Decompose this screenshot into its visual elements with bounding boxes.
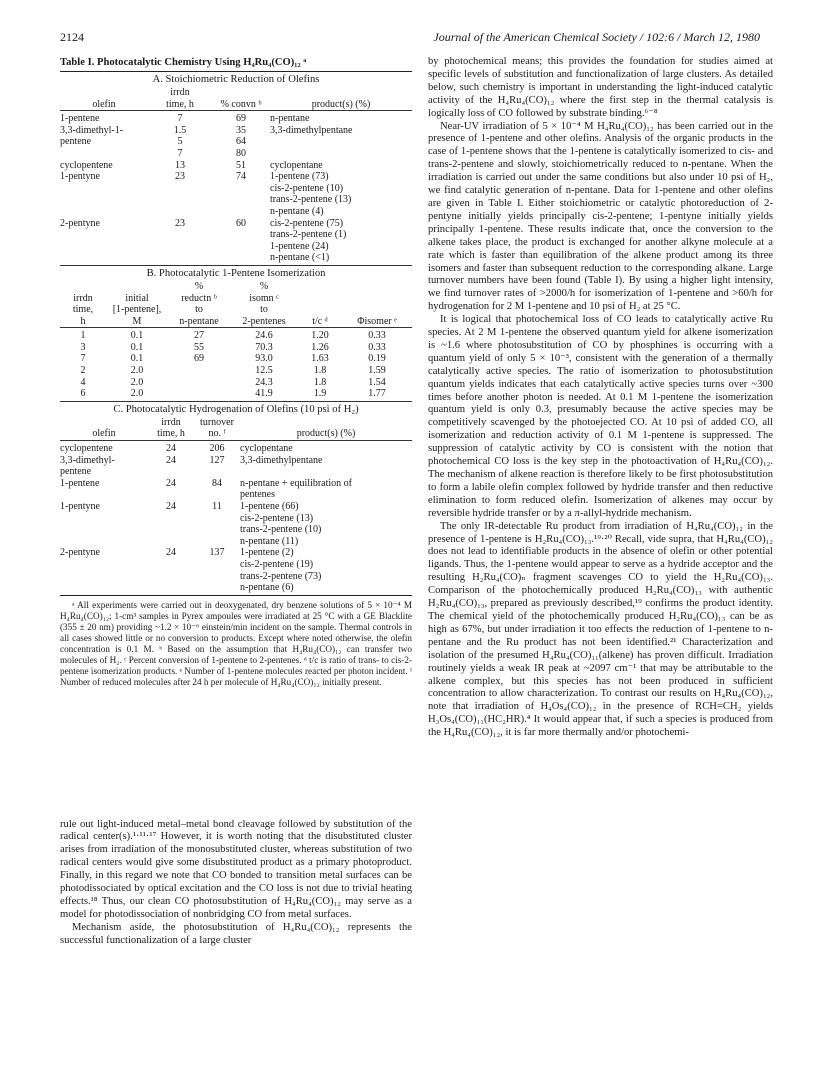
table-bottom-rule	[60, 595, 412, 596]
table-cell: 3,3-dimethyl-	[60, 454, 115, 466]
table-row	[60, 218, 412, 230]
table-cell	[212, 194, 270, 206]
table-cell: cyclopentane	[240, 443, 293, 455]
table-cell: trans-2-pentene (73)	[240, 570, 322, 582]
table-cell	[194, 571, 240, 583]
footnote-text: ᵃ All experiments were carried out in deoxygenated, dry benzene solutions of 5 × 10⁻⁴ M H₄Ru₄(CO)₁₂; 1-cm³ samples in Pyrex ampoules were irradiated at 25 °C with a GE Blacklite (355 ± 20 nm) providing ~1.2 × 10⁻⁶ einstein/min incident on the sample. Thermal controls in all cases showed little or no conversion to products. Except where noted otherwise, the olefin concentration is 0.1 M. ᵇ Based on the assumption that H₄Ru₄(CO)₁₂ can transfer two molecules of H₂. ᶜ Percent conversion of 1-pentene to 2-pentenes. ᵈ t/c is ratio of trans- to cis-2-pentene isomerization products. ᵉ Number of 1-pentene molecules reacted per photon incident. ᶠ Number of reduced molecules after 24 h per molecule of H₄Ru₄(CO)₁₂ initially present.	[60, 599, 412, 688]
table-row	[60, 536, 412, 548]
table-row	[60, 524, 412, 536]
table-cell: n-pentane (<1)	[270, 252, 330, 264]
table-cell: n-pentane (11)	[240, 535, 299, 547]
table-cell: cis-2-pentene (10)	[270, 182, 344, 194]
table-row	[60, 501, 412, 513]
table-cell: 51	[236, 159, 246, 171]
table-cell: [1-pentene],	[112, 304, 162, 316]
table-cell: 1.8	[313, 365, 327, 377]
table-cell: 13	[175, 159, 185, 171]
table-cell	[168, 365, 230, 377]
table-cell: 11	[212, 501, 222, 512]
table-cell: n-pentane (6)	[240, 582, 294, 594]
table-cell	[60, 183, 148, 195]
table-cell	[194, 466, 240, 478]
table-cell: 1-pentene (73)	[270, 171, 329, 183]
table-cell: 4	[80, 376, 86, 388]
table-cell: t/c ᵈ	[312, 315, 328, 327]
table-cell: 1-pentyne	[60, 171, 100, 183]
table-row	[60, 559, 412, 571]
table-cell: to	[195, 304, 203, 316]
table-cell: 2.0	[130, 388, 144, 400]
table-cell	[148, 194, 212, 206]
table-cell	[194, 489, 240, 501]
table-cell	[60, 229, 148, 241]
table-cell: 23	[175, 217, 185, 229]
table-cell	[342, 304, 412, 316]
table-cell: % convn ᵇ	[220, 98, 262, 110]
table-row	[60, 455, 412, 467]
table-row	[60, 183, 412, 195]
table-cell: 0.1	[130, 341, 144, 353]
table-cell: 69	[236, 113, 246, 125]
table-cell: initial	[125, 292, 149, 304]
table-cell: 80	[236, 147, 246, 159]
table-row	[60, 443, 412, 455]
table-cell: 23	[175, 171, 185, 183]
table-cell	[194, 513, 240, 525]
section-a-table	[60, 87, 412, 264]
table-row	[60, 388, 412, 400]
table-cell: olefin	[92, 428, 116, 440]
table-cell: 1-pentene	[60, 477, 100, 489]
table-cell	[298, 281, 342, 293]
table-row	[60, 160, 412, 172]
table-cell: 70.3	[255, 341, 273, 353]
table-cell: 3,3-dimethylpentane	[270, 124, 353, 136]
paragraph: Mechanism aside, the photosubstitution of H₄Ru₄(CO)₁₂ represents the successful functionalization of a large cluster	[60, 921, 412, 946]
table-cell: 2-pentyne	[60, 547, 100, 559]
table-cell: 24.3	[255, 376, 273, 388]
paragraph: It is logical that photochemical loss of CO leads to catalytically active Ru species. At 2 M 1-pentene the observed quantum yield for alkene isomerization is ~1.6 where photosubstitution of CO by phosphines is occurring with a quantum yield of only 5 × 10⁻³, consistent with the generation of a thermally catalytically active species. The ratio of isomerization to photosubstitution quantum yields indicates that each catalytically active species turns over ~300 times before another photon is needed. At 0.1 M 1-pentene the isomerization quantum yield is only 0.3, presumably because the active species may be competitively scavenged by the photoejected CO. At 10 psi of added CO, all isomerization and reduction activity of 0.1 M 1-pentene is suppressed. The suppression of catalytic activity by CO is consistent with the notion that photochemical CO loss is the key step in the photoactivation of H₄Ru₄(CO)₁₂. The mechanism of alkene reaction is therefore likely to be first photosubstitution to form a labile olefin complex followed by hydride transfer and then reductive elimination to form reduced olefin. Isomerization of alkenes may occur by reversible hydride transfer or by a π-allyl-hydride mechanism.	[428, 314, 773, 519]
section-b-bottom-rule	[60, 401, 412, 402]
table-header-row	[60, 316, 412, 328]
table-cell: irrdn	[170, 87, 190, 98]
table-cell	[60, 536, 148, 548]
table-cell	[298, 304, 342, 316]
table-cell: M	[132, 315, 142, 327]
table-cell: 41.9	[255, 388, 273, 400]
table-row	[60, 478, 412, 490]
table-cell	[212, 241, 270, 253]
table-cell: 3,3-dimethyl-1-	[60, 124, 124, 136]
table-cell: time, h	[166, 98, 194, 110]
table-cell: 24	[166, 501, 176, 512]
table-cell	[60, 241, 148, 253]
table-cell	[194, 524, 240, 536]
table-row	[60, 571, 412, 583]
table-cell: 64	[236, 136, 246, 148]
table-cell	[148, 559, 194, 571]
table-cell	[148, 229, 212, 241]
table-top-rule	[60, 71, 412, 72]
table-row	[60, 252, 412, 264]
table-cell: 2.0	[130, 365, 144, 377]
table-cell: h	[80, 315, 86, 327]
table-cell: 2.0	[130, 376, 144, 388]
table-cell	[148, 241, 212, 253]
table-cell: 7	[80, 353, 86, 365]
table-cell: 1.20	[311, 330, 329, 342]
table-cell: cis-2-pentene (13)	[240, 512, 314, 524]
table-cell: 7	[177, 113, 183, 125]
table-cell: n-pentane	[270, 113, 310, 125]
table-cell: 5	[177, 136, 183, 148]
table-cell	[270, 87, 412, 99]
table-cell	[148, 513, 194, 525]
table-row	[60, 365, 412, 377]
table-cell	[60, 148, 148, 160]
table-cell: cis-2-pentene (75)	[270, 217, 344, 229]
running-head	[60, 30, 760, 46]
table-cell	[212, 229, 270, 241]
table-cell: irrdn	[73, 292, 93, 304]
paragraph: The only IR-detectable Ru product from irradiation of H₄Ru₄(CO)₁₂ in the presence of 1-pentene is H₂Ru₄(CO)₁₃.¹⁹·²⁰ Recall, vide supra, that H₄Ru₄(CO)₁₂ does not lead to identifiable products in the absence of olefin or other potential ligands. Thus, the 1-pentene would appear to serve as a hydride acceptor and the resulting H₂Ru₄(CO)ₙ fragment scavenges CO to yield the H₂Ru₄(CO)₁₃. Comparison of the photochemically produced H₂Ru₄(CO)₁₃ with authentic H₂Ru₄(CO)₁₃, prepared as previously described,¹⁹ confirms the product identity. The chemical yield of the photochemically produced H₂Ru₄(CO)₁₃ can be as high as 67%, but under irradiation it too effects the reduction of 1-pentene to n-pentane and the Ru product has not been identified.²¹ Characterization and isolation of the presumed H₄Ru₄(CO)₁₁(alkene) has proven difficult. Irradiation routinely yields a weak IR peak at ~2097 cm⁻¹ that may be attributable to the alkene complex, but this species has not been produced in sufficient concentration to allow characterization. To contrast our results on H₄Ru₄(CO)₁₂, note that irradiation of H₄Os₄(CO)₁₂ in the presence of RCH=CH₂ yields H₃Os₄(CO)₁₁(HC₂HR).⁴ It would appear that, if such a species is produced from the H₄Ru₄(CO)₁₂, it is far more thermally and/or photochemi-	[428, 520, 773, 739]
table-cell: no. ᶠ	[208, 428, 226, 440]
table-cell: n-pentane + equilibration of	[240, 477, 352, 489]
table-cell	[212, 206, 270, 218]
table-cell: 24	[166, 547, 176, 559]
table-cell: 84	[212, 477, 222, 489]
table-cell: trans-2-pentene (1)	[270, 229, 347, 241]
table-cell: 6	[80, 388, 86, 400]
left-body-text	[60, 819, 412, 948]
table-cell	[342, 293, 412, 305]
table-cell	[168, 388, 230, 400]
table-cell	[148, 524, 194, 536]
table-cell	[60, 582, 148, 594]
table-cell	[106, 281, 168, 293]
journal-citation: Journal of the American Chemical Society / 102:6 / March 12, 1980	[433, 30, 760, 44]
table-cell: 74	[236, 171, 246, 183]
table-row	[60, 125, 412, 137]
table-row	[60, 229, 412, 241]
table-header-row	[60, 428, 412, 440]
table-cell	[212, 252, 270, 264]
table-header-row	[60, 293, 412, 305]
paragraph: Near-UV irradiation of 5 × 10⁻⁴ M H₄Ru₄(CO)₁₂ has been carried out in the presence of 1-pentene and other olefins. Analysis of the organic products in the case of 1-pentene shows that the 1-pentene is catalytically isomerized to cis- and trans-2-pentene and slowly, stoichiometrically reduced to n-pentane. When the irradiation is carried out under the same conditions but also under 10 psi of H₂, we find catalytic generation of n-pentane. Data for 1-pentene and other olefins are given in Table I. Either stoichiometric or catalytic photoreduction of 2-pentyne initially yields principally cis-2-pentene; 1-pentyne initially yields principally 1-pentene. These results indicate that, once the conversion to the alkene takes place, the product is exchanged for another alkyne molecule at a rate which is faster than equilibration of the alkene product among its three isomers and faster than subsequent reduction to the corresponding alkane. Large turnover numbers have been found (Table I). By using a higher light intensity, we find turnover rates of >2000/h for isomerization of 1-pentene and >60/h for hydrogenation for 2 M 1-pentene and 10 psi of H₂ at 25 °C.	[428, 120, 773, 313]
table-row	[60, 241, 412, 253]
table-cell: n-pentane	[179, 315, 219, 327]
table-cell	[194, 536, 240, 548]
table-cell: product(s) (%)	[296, 428, 356, 440]
paragraph: rule out light-induced metal–metal bond cleavage followed by substitution of the radical center(s).¹·¹¹·¹⁷ However, it is worth noting that the disubstituted cluster arises from irradiation of the monosubstituted cluster, whereas substitution of two radical centers would give some disubstituted product as a primary photoproduct. Finally, in this regard we note that CO bonded to transition metal surfaces can be photodissociated by optical excitation and the CO loss is not due to trivial heating effects.¹⁸ Thus, our clean CO photosubstitution of H₄Ru₄(CO)₁₂ may serve as a model for photodissociation of nonbridging CO from metal surfaces.	[60, 818, 412, 920]
table-cell: 1.63	[311, 353, 329, 365]
table-cell: 1-pentene (66)	[240, 501, 299, 512]
table-cell	[148, 183, 212, 195]
table-cell: olefin	[92, 98, 116, 110]
section-c-title: C. Photocatalytic Hydrogenation of Olefins (10 psi of H₂)	[113, 403, 359, 415]
table-cell	[60, 252, 148, 264]
table-header-row	[60, 99, 412, 111]
table-cell: cyclopentene	[60, 159, 113, 171]
table-cell: 2-pentyne	[60, 217, 100, 229]
table-cell	[240, 417, 412, 429]
table-cell: 1	[80, 330, 86, 342]
table-cell: 3,3-dimethylpentane	[240, 454, 323, 466]
table-cell: %	[259, 280, 269, 292]
table-cell: 137	[209, 547, 225, 559]
table-cell: n-pentane (4)	[270, 205, 324, 217]
table-cell: irrdn	[161, 416, 181, 428]
table-cell: %	[194, 280, 204, 292]
table-row	[60, 206, 412, 218]
table-cell: trans-2-pentene (10)	[240, 524, 322, 536]
paragraph: by photochemical means; this provides the foundation for studies aimed at specific levels of substitution and functionalization of large clusters. As detailed below, such chemistry is important in understanding the light-induced catalytic activity of the H₄Ru₄(CO)₁₂ where the first step in the thermal catalysis is logically loss of CO followed by substrate binding.⁶⁻⁸	[428, 56, 773, 119]
table-row	[60, 582, 412, 594]
section-a-title: A. Stoichiometric Reduction of Olefins	[152, 74, 320, 85]
table-cell: 24	[166, 477, 176, 489]
table-cell	[60, 281, 106, 293]
table-cell: 127	[209, 454, 225, 466]
table-row	[60, 353, 412, 365]
section-a-bottom-rule	[60, 265, 412, 266]
table-cell: cyclopentane	[270, 159, 323, 171]
table-header-row	[60, 304, 412, 316]
right-column	[428, 56, 773, 740]
table-cell: 35	[236, 124, 246, 136]
table-cell: pentene	[60, 136, 92, 148]
table-cell: 0.1	[130, 353, 144, 365]
section-b-title: B. Photocatalytic 1-Pentene Isomerization	[146, 267, 326, 279]
table-cell: 7	[177, 147, 183, 159]
table-cell	[240, 466, 412, 478]
table-header-row	[60, 281, 412, 293]
table-row	[60, 136, 412, 148]
table-cell: to	[260, 304, 268, 316]
table-cell	[60, 571, 148, 583]
table-cell: 1.59	[368, 365, 386, 377]
table-cell	[194, 582, 240, 594]
table-row	[60, 466, 412, 478]
table-cell: 2-pentenes	[242, 315, 286, 327]
table-cell: cis-2-pentene (19)	[240, 558, 314, 570]
table-cell	[60, 194, 148, 206]
table-cell: 1-pentene (2)	[240, 547, 294, 559]
table-row	[60, 148, 412, 160]
table-cell	[60, 417, 148, 429]
table-cell: 3	[80, 341, 86, 353]
table-footnote	[60, 600, 412, 689]
table-row	[60, 330, 412, 342]
table-cell	[168, 377, 230, 389]
table-row	[60, 171, 412, 183]
table-title: Table I. Photocatalytic Chemistry Using H₄Ru₄(CO)₁₂ ᵃ	[60, 57, 307, 68]
page-number: 2124	[60, 30, 84, 44]
table-cell: 55	[194, 341, 204, 353]
table-cell	[148, 466, 194, 478]
table-cell	[270, 148, 412, 160]
table-cell: isomn ᶜ	[249, 292, 279, 304]
table-row	[60, 113, 412, 125]
table-cell	[60, 559, 148, 571]
table-cell: pentene	[60, 466, 92, 478]
table-cell	[60, 489, 148, 501]
table-cell	[148, 536, 194, 548]
table-row	[60, 194, 412, 206]
table-header-row	[60, 87, 412, 99]
table-cell: 1.26	[311, 341, 329, 353]
table-cell: 69	[194, 353, 204, 365]
table-cell: 2	[80, 365, 86, 377]
table-cell: 24	[166, 454, 176, 466]
table-cell	[212, 87, 270, 99]
table-cell: 1-pentene	[60, 113, 100, 125]
table-cell: 93.0	[255, 353, 273, 365]
table-cell: 12.5	[255, 365, 273, 377]
table-cell: 1.54	[368, 376, 386, 388]
table-cell: 1.5	[173, 124, 187, 136]
table-cell: Φisomer ᵉ	[357, 315, 397, 327]
section-c-table	[60, 417, 412, 594]
table-cell	[148, 206, 212, 218]
table-cell	[212, 183, 270, 195]
table-cell: 1.77	[368, 388, 386, 400]
table-cell: pentenes	[240, 489, 275, 501]
table-cell	[60, 524, 148, 536]
table-cell: 1.9	[313, 388, 327, 400]
section-b-table	[60, 281, 412, 400]
table-cell: 0.19	[368, 353, 386, 365]
table-cell	[148, 571, 194, 583]
table-cell: time,	[72, 304, 94, 316]
table-cell: time, h	[157, 428, 185, 440]
table-cell: turnover	[200, 416, 234, 428]
table-cell: 27	[194, 330, 204, 342]
table-cell: 0.1	[130, 330, 144, 342]
table-cell	[60, 206, 148, 218]
table-row	[60, 377, 412, 389]
table-row	[60, 489, 412, 501]
table-cell	[148, 252, 212, 264]
table-cell: cyclopentene	[60, 443, 113, 455]
table-cell: 0.33	[368, 330, 386, 342]
table-row	[60, 513, 412, 525]
table-cell: 1-pentene (24)	[270, 240, 329, 252]
left-column	[60, 56, 412, 948]
table-cell	[148, 582, 194, 594]
table-cell: 1-pentyne	[60, 501, 100, 512]
table-row	[60, 342, 412, 354]
table-cell	[270, 136, 412, 148]
table-cell: 24	[166, 443, 176, 455]
table-cell: 1.8	[313, 376, 327, 388]
table-cell	[148, 489, 194, 501]
table-cell: reductn ᵇ	[181, 292, 217, 304]
table-cell	[60, 513, 148, 525]
table-cell: trans-2-pentene (13)	[270, 194, 352, 206]
table-cell	[194, 559, 240, 571]
table-cell	[342, 281, 412, 293]
table-cell: 0.33	[368, 341, 386, 353]
table-cell: 24.6	[255, 330, 273, 342]
table-row	[60, 547, 412, 559]
table-cell: 206	[209, 443, 225, 455]
table-cell	[298, 293, 342, 305]
table-cell	[60, 87, 148, 99]
table-header-row	[60, 417, 412, 429]
table-cell: product(s) (%)	[311, 98, 371, 110]
table-cell: 60	[236, 217, 246, 229]
